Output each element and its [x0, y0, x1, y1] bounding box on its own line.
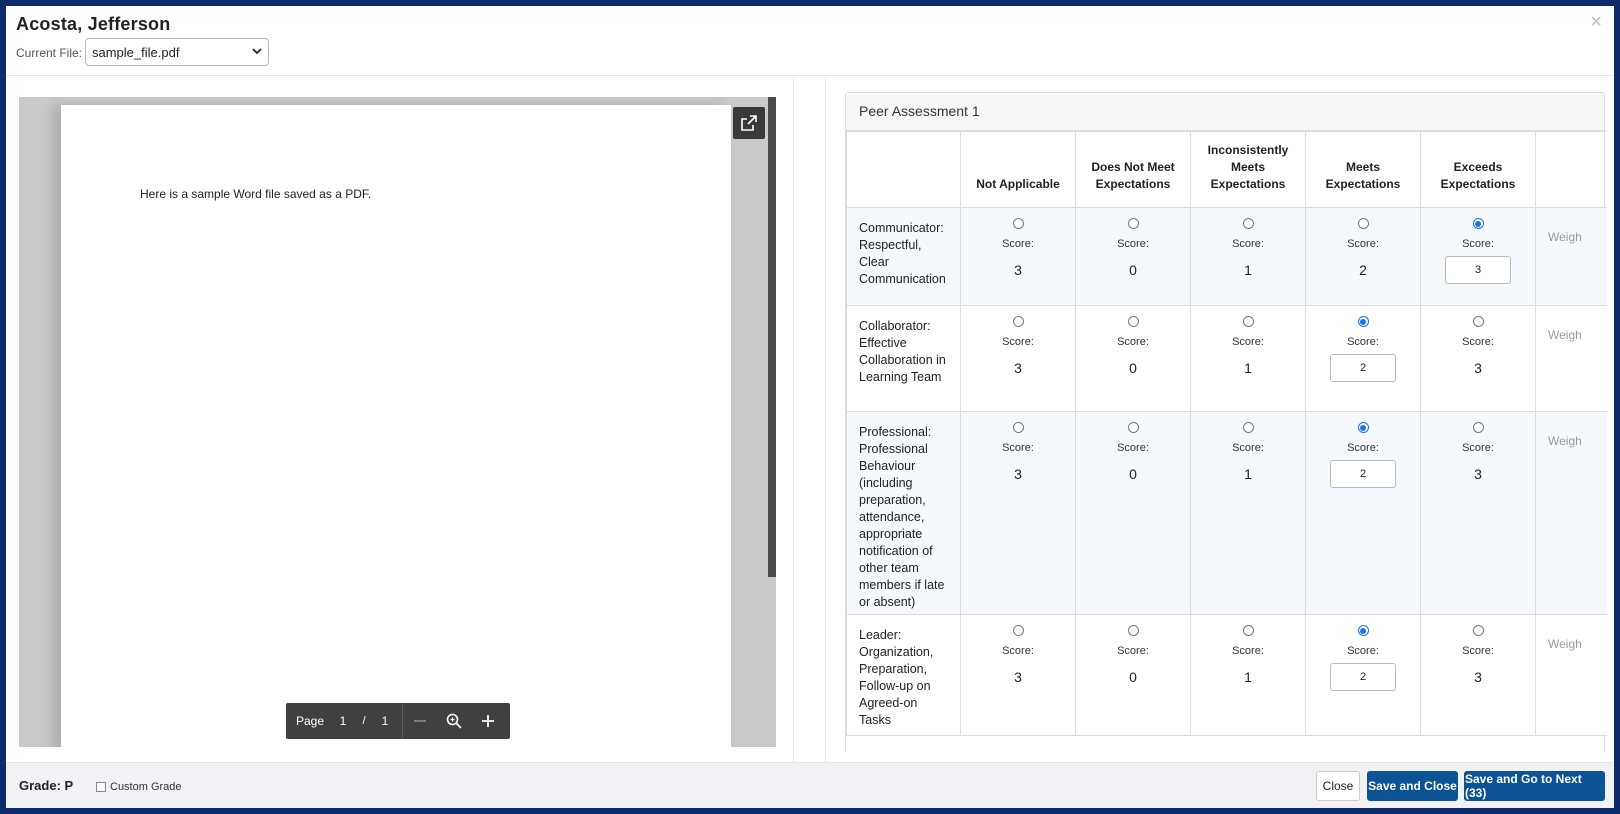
score-input[interactable]: 2 [1330, 354, 1396, 382]
score-value: 3 [1014, 669, 1022, 685]
level-header: Not Applicable [961, 132, 1076, 208]
score-label: Score: [1002, 336, 1034, 348]
level-radio[interactable] [1013, 218, 1024, 229]
rubric-row [847, 412, 1608, 615]
score-value: 3 [1474, 466, 1482, 482]
rubric-title: Peer Assessment 1 [846, 93, 1604, 131]
weight-label: Weigh [1536, 306, 1608, 412]
pdf-scrollbar[interactable] [768, 97, 776, 577]
rubric-level-cell[interactable] [1191, 306, 1306, 412]
rubric-row [847, 208, 1608, 306]
grading-modal [6, 6, 1614, 808]
zoom-out-icon[interactable] [403, 703, 437, 739]
score-label: Score: [1117, 442, 1149, 454]
level-radio[interactable] [1473, 316, 1484, 327]
score-label: Score: [1462, 238, 1494, 250]
level-radio[interactable] [1358, 218, 1369, 229]
close-button[interactable]: Close [1316, 771, 1360, 801]
document-viewer-column [6, 77, 794, 762]
score-value: 2 [1359, 262, 1367, 278]
score-value: 1 [1244, 360, 1252, 376]
rubric-level-cell[interactable] [961, 412, 1076, 615]
score-label: Score: [1002, 238, 1034, 250]
criterion-label: Leader: Organization, Preparation, Follow-up on Agreed-on Tasks [847, 615, 961, 736]
score-value: 3 [1474, 360, 1482, 376]
level-radio[interactable] [1358, 316, 1369, 327]
criterion-header [847, 132, 961, 208]
score-value: 3 [1014, 466, 1022, 482]
level-radio[interactable] [1473, 625, 1484, 636]
save-and-close-button[interactable]: Save and Close [1367, 771, 1458, 801]
zoom-in-icon[interactable] [471, 703, 505, 739]
page-label: Page [296, 714, 325, 728]
score-label: Score: [1002, 645, 1034, 657]
chevron-down-icon [252, 47, 262, 58]
score-input[interactable]: 2 [1330, 460, 1396, 488]
checkbox-box[interactable] [96, 782, 106, 792]
score-value: 0 [1129, 262, 1137, 278]
score-value: 1 [1244, 262, 1252, 278]
score-input[interactable]: 3 [1445, 256, 1511, 284]
rubric-table [846, 131, 1607, 736]
level-radio[interactable] [1473, 218, 1484, 229]
rubric-level-cell[interactable] [1306, 412, 1421, 615]
rubric-level-cell[interactable] [1191, 412, 1306, 615]
score-value: 3 [1474, 669, 1482, 685]
pdf-page-text: Here is a sample Word file saved as a PDF. [140, 187, 372, 201]
rubric-level-cell[interactable] [1306, 306, 1421, 412]
level-radio[interactable] [1358, 422, 1369, 433]
score-label: Score: [1462, 336, 1494, 348]
zoom-fit-icon[interactable] [437, 703, 471, 739]
current-file-select[interactable] [85, 38, 269, 66]
criterion-label: Professional: Professional Behaviour (including preparation, attendance, appropriate notification of other team members if late or absent) [847, 412, 961, 615]
custom-grade-label: Custom Grade [110, 781, 182, 793]
custom-grade-checkbox[interactable] [96, 781, 182, 793]
rubric-scroll-area[interactable] [845, 92, 1607, 752]
level-header: Inconsistently Meets Expectations [1191, 132, 1306, 208]
rubric-level-cell[interactable] [1306, 615, 1421, 736]
rubric-level-cell[interactable] [1076, 306, 1191, 412]
rubric-row [847, 615, 1608, 736]
rubric-level-cell[interactable] [1076, 615, 1191, 736]
level-radio[interactable] [1243, 422, 1254, 433]
score-value: 3 [1014, 360, 1022, 376]
rubric-level-cell[interactable] [1076, 208, 1191, 306]
weight-label: Weigh [1536, 412, 1608, 615]
score-label: Score: [1232, 238, 1264, 250]
criterion-label: Communicator: Respectful, Clear Communication [847, 208, 961, 306]
panel-splitter[interactable] [794, 77, 826, 762]
rubric-level-cell[interactable] [1306, 208, 1421, 306]
criterion-label: Collaborator: Effective Collaboration in Learning Team [847, 306, 961, 412]
score-label: Score: [1347, 442, 1379, 454]
score-label: Score: [1117, 238, 1149, 250]
save-and-next-button[interactable]: Save and Go to Next (33) [1464, 771, 1605, 801]
score-value: 0 [1129, 360, 1137, 376]
rubric-level-cell[interactable] [961, 208, 1076, 306]
score-value: 1 [1244, 466, 1252, 482]
score-label: Score: [1462, 442, 1494, 454]
close-icon[interactable]: × [1590, 11, 1602, 33]
rubric-level-cell[interactable] [1191, 615, 1306, 736]
grade-value: Grade: P [19, 778, 74, 793]
level-radio[interactable] [1128, 625, 1139, 636]
modal-footer [6, 762, 1614, 808]
score-label: Score: [1002, 442, 1034, 454]
level-header: Meets Expectations [1306, 132, 1421, 208]
rubric-level-cell[interactable] [961, 615, 1076, 736]
student-name-title: Acosta, Jefferson [16, 14, 171, 34]
score-value: 0 [1129, 669, 1137, 685]
weight-label: Weigh [1536, 208, 1608, 306]
rubric-level-cell[interactable] [1421, 306, 1536, 412]
page-number-input[interactable]: 1 [339, 714, 347, 728]
rubric-level-cell[interactable] [1421, 208, 1536, 306]
score-label: Score: [1347, 645, 1379, 657]
modal-header [6, 6, 1614, 76]
score-label: Score: [1232, 442, 1264, 454]
level-radio[interactable] [1358, 625, 1369, 636]
level-radio[interactable] [1243, 316, 1254, 327]
score-value: 1 [1244, 669, 1252, 685]
rubric-row [847, 306, 1608, 412]
score-label: Score: [1117, 336, 1149, 348]
current-file-label: Current File: [16, 46, 83, 60]
level-radio[interactable] [1243, 218, 1254, 229]
open-in-new-window-icon[interactable] [733, 107, 765, 139]
rubric-level-cell[interactable] [1421, 412, 1536, 615]
weight-header [1536, 132, 1608, 208]
score-label: Score: [1232, 336, 1264, 348]
score-value: 0 [1129, 466, 1137, 482]
rubric-level-cell[interactable] [1421, 615, 1536, 736]
rubric-level-cell[interactable] [1076, 412, 1191, 615]
level-header: Exceeds Expectations [1421, 132, 1536, 208]
page-separator: / [362, 715, 366, 727]
rubric-level-cell[interactable] [1191, 208, 1306, 306]
level-header: Does Not Meet Expectations [1076, 132, 1191, 208]
current-file-value: sample_file.pdf [92, 44, 180, 60]
pdf-toolbar [286, 703, 510, 739]
score-label: Score: [1462, 645, 1494, 657]
rubric-panel [845, 92, 1605, 752]
level-radio[interactable] [1243, 625, 1254, 636]
score-label: Score: [1117, 645, 1149, 657]
score-label: Score: [1232, 645, 1264, 657]
level-radio[interactable] [1013, 316, 1024, 327]
level-radio[interactable] [1013, 625, 1024, 636]
page-total: 1 [381, 714, 389, 728]
rubric-level-cell[interactable] [961, 306, 1076, 412]
level-radio[interactable] [1128, 218, 1139, 229]
score-input[interactable]: 2 [1330, 663, 1396, 691]
score-label: Score: [1347, 238, 1379, 250]
weight-label: Weigh [1536, 615, 1608, 736]
level-radio[interactable] [1128, 422, 1139, 433]
score-value: 3 [1014, 262, 1022, 278]
level-radio[interactable] [1013, 422, 1024, 433]
pdf-viewer[interactable] [19, 97, 776, 747]
pdf-page [61, 105, 731, 747]
level-radio[interactable] [1128, 316, 1139, 327]
score-label: Score: [1347, 336, 1379, 348]
level-radio[interactable] [1473, 422, 1484, 433]
